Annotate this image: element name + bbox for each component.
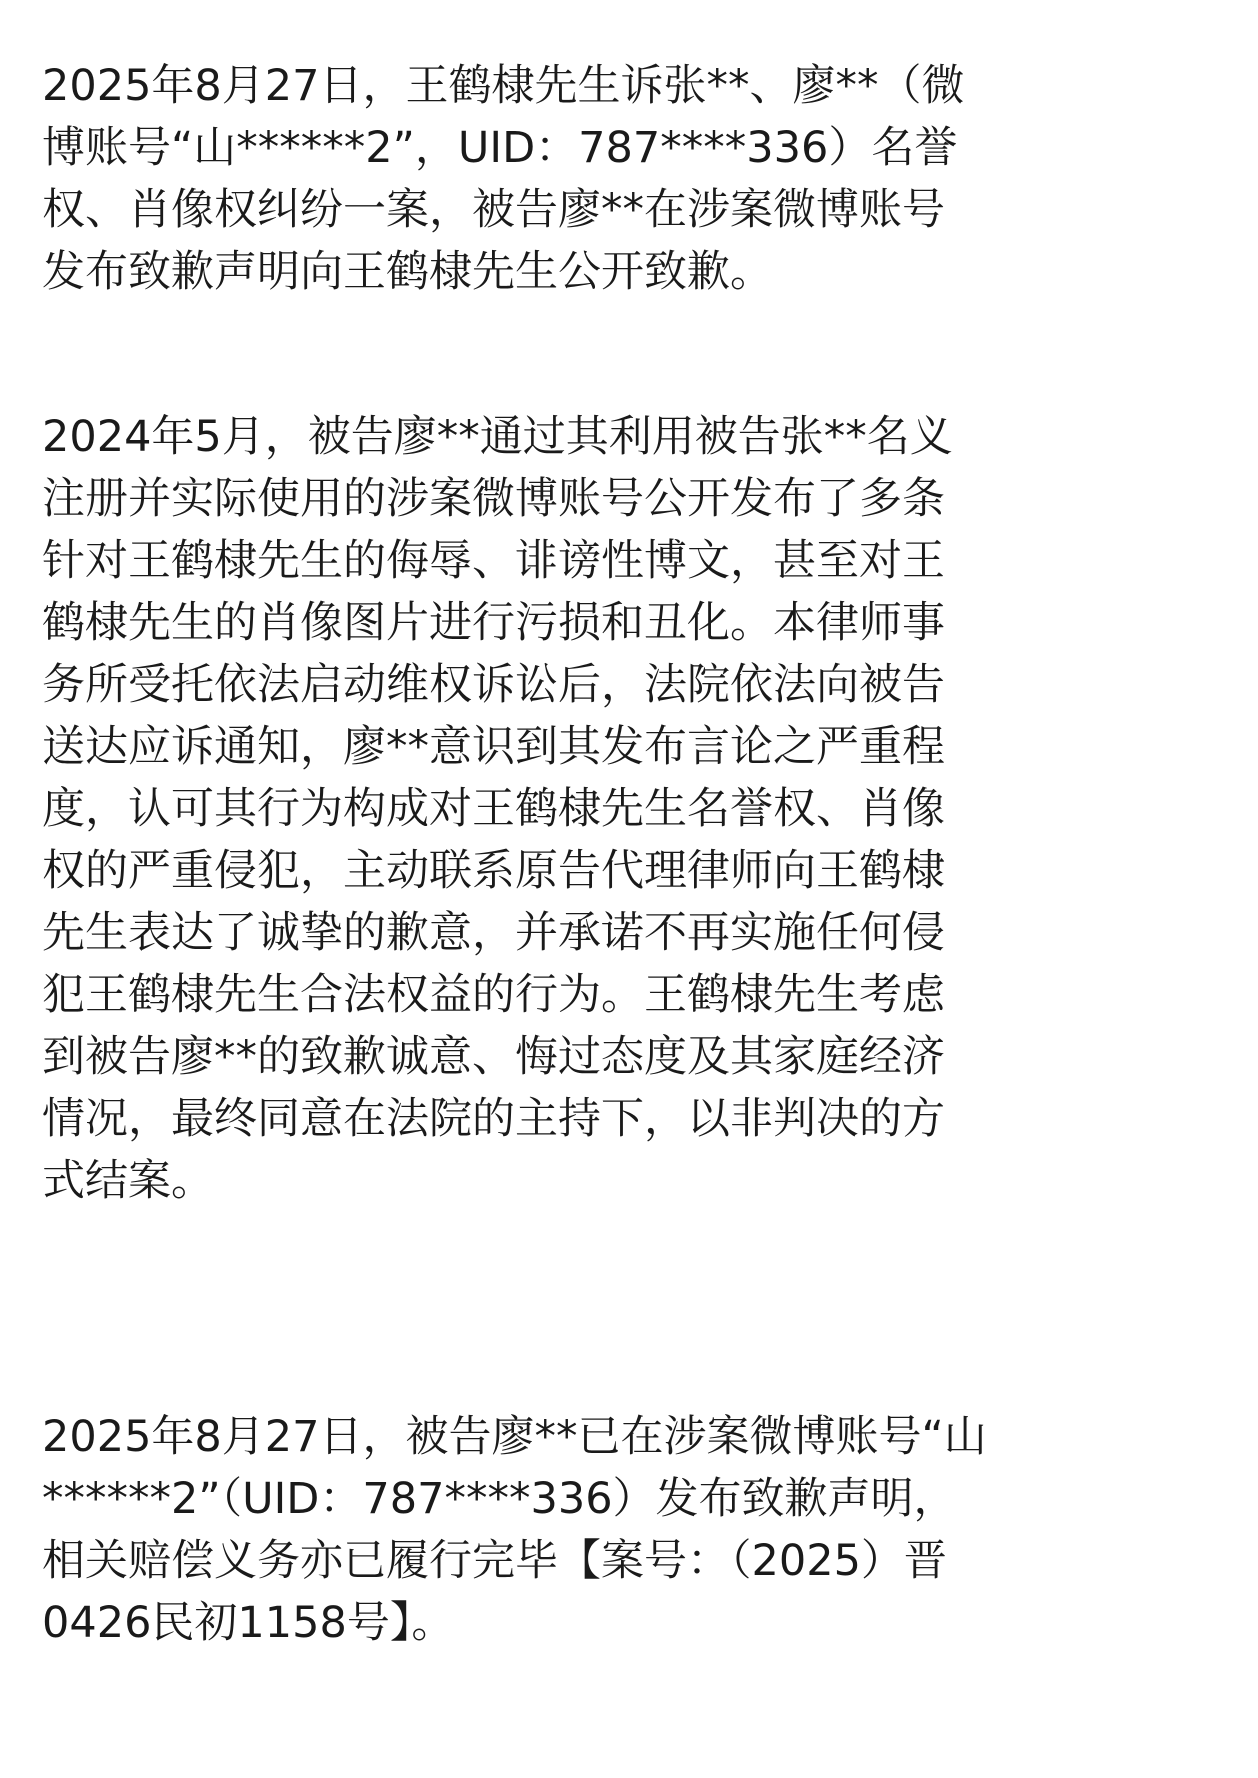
text-line: 相关赔偿义务亦已履行完毕【案号：（2025）晋 (42, 1536, 947, 1586)
text-line: 权的严重侵犯，主动联系原告代理律师向王鹤棣 (42, 846, 945, 896)
paragraph-statement (42, 55, 1222, 303)
text-line: 注册并实际使用的涉案微博账号公开发布了多条 (42, 474, 945, 524)
text-line: 到被告廖**的致歉诚意、悔过态度及其家庭经济 (42, 1032, 945, 1082)
text-line: 务所受托依法启动维权诉讼后，法院依法向被告 (42, 660, 945, 710)
text-line: 发布致歉声明向王鹤棣先生公开致歉。 (42, 247, 773, 297)
text-line: 犯王鹤棣先生合法权益的行为。王鹤棣先生考虑 (42, 970, 945, 1020)
paragraph-background (42, 406, 1222, 1212)
paragraph-resolution (42, 1406, 1222, 1654)
text-line: 2024年5月，被告廖**通过其利用被告张**名义 (42, 412, 953, 462)
text-line: 2025年8月27日，王鹤棣先生诉张**、廖**（微 (42, 61, 965, 111)
text-line: 先生表达了诚挚的歉意，并承诺不再实施任何侵 (42, 908, 945, 958)
text-line: 度，认可其行为构成对王鹤棣先生名誉权、肖像 (42, 784, 945, 834)
text-line: 针对王鹤棣先生的侮辱、诽谤性博文，甚至对王 (42, 536, 945, 586)
text-line: 2025年8月27日，被告廖**已在涉案微博账号“山 (42, 1412, 987, 1462)
text-line: 0426民初1158号】。 (42, 1598, 455, 1648)
text-line: 博账号“山******2”，UID：787****336）名誉 (42, 123, 958, 173)
text-line: ******2”（UID：787****336）发布致歉声明， (42, 1474, 957, 1524)
text-line: 权、肖像权纠纷一案，被告廖**在涉案微博账号 (42, 185, 945, 235)
text-line: 鹤棣先生的肖像图片进行污损和丑化。本律师事 (42, 598, 945, 648)
text-line: 送达应诉通知，廖**意识到其发布言论之严重程 (42, 722, 945, 772)
text-line: 式结案。 (42, 1156, 214, 1206)
text-line: 情况，最终同意在法院的主持下，以非判决的方 (42, 1094, 945, 1144)
